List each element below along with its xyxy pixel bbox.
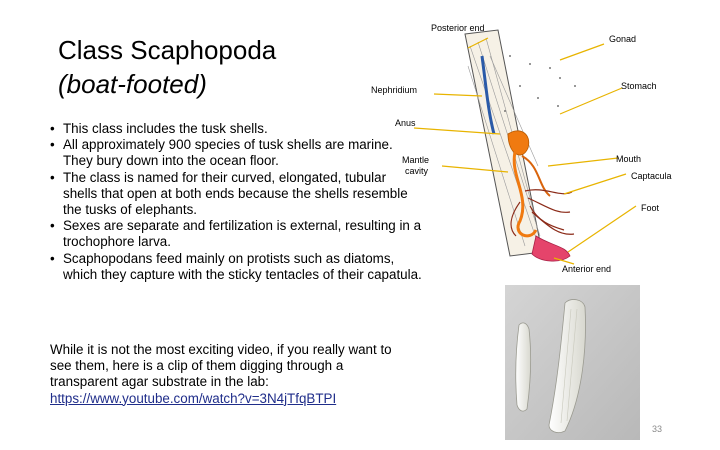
label-gonad: Gonad xyxy=(609,34,637,44)
video-link[interactable]: https://www.youtube.com/watch?v=3N4jTfqBTPI xyxy=(50,390,337,406)
page-number: 33 xyxy=(652,424,663,434)
label-mantle: Mantle xyxy=(402,155,430,165)
label-nephridium: Nephridium xyxy=(371,85,418,95)
bullet-item: • This class includes the tusk shells. xyxy=(50,121,422,137)
bullet-item: • Scaphopodans feed mainly on protists such as diatoms, which they capture with the sticky tentacles of their capatula. xyxy=(50,251,422,283)
label-posterior-end: Posterior end xyxy=(431,23,485,33)
scaphopod-anatomy-diagram xyxy=(360,16,680,278)
label-anus: Anus xyxy=(395,118,416,128)
title-main: Class Scaphopoda xyxy=(58,35,277,65)
label-cavity: cavity xyxy=(405,166,429,176)
title-subtitle: (boat-footed) xyxy=(58,69,207,99)
tusk-shell-photo xyxy=(505,285,640,440)
foot xyxy=(532,236,570,261)
video-note xyxy=(50,342,410,407)
bullet-item: • All approximately 900 species of tusk shells are marine. They bury down into the ocean floor. xyxy=(50,137,422,169)
tusk-shell-left xyxy=(516,323,531,411)
video-note-text: While it is not the most exciting video, if you really want to see them, here is a clip of them digging through a transparent agar substrate in the lab: xyxy=(50,342,392,390)
bullet-item: • Sexes are separate and fertilization is external, resulting in a trochophore larva. xyxy=(50,218,422,250)
label-foot: Foot xyxy=(641,203,660,213)
label-mouth: Mouth xyxy=(616,154,642,164)
label-stomach: Stomach xyxy=(621,81,657,91)
label-captacula: Captacula xyxy=(631,171,672,181)
slide-title xyxy=(58,33,276,101)
bullet-item: • The class is named for their curved, elongated, tubular shells that open at both ends because the shells resemble the tusks of elephants. xyxy=(50,170,422,219)
label-anterior-end: Anterior end xyxy=(562,264,612,274)
